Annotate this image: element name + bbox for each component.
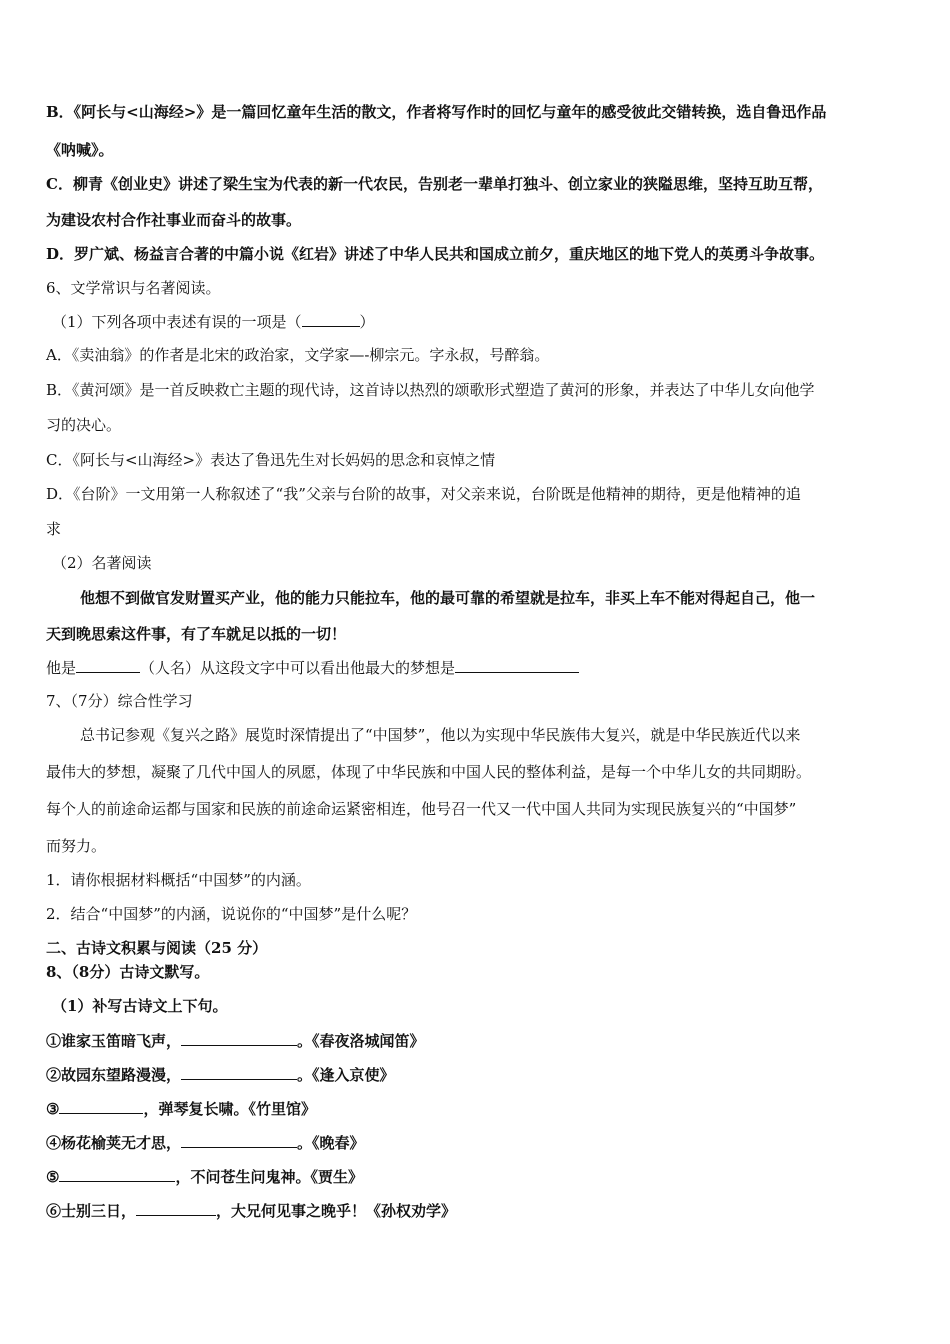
q8-line4-suffix: 。《晚春》 — [297, 1134, 365, 1152]
q8-line2-blank[interactable] — [181, 1064, 297, 1080]
q8-line5-prefix: ⑤ — [46, 1168, 60, 1186]
q6-option-d-line2: 求 — [46, 520, 62, 538]
q7-question1: 1．请你根据材料概括“中国梦”的内涵。 — [46, 871, 311, 889]
q6-option-a: A．《卖油翁》的作者是北宋的政治家，文学家—-柳宗元。字永叔，号醉翁。 — [46, 346, 550, 364]
q6-title: 6、文学常识与名著阅读。 — [46, 279, 221, 297]
q8-line4-blank[interactable] — [181, 1132, 297, 1148]
q8-line2-suffix: 。《逢入京使》 — [297, 1066, 395, 1084]
q6-name-blank[interactable] — [76, 657, 140, 673]
q8-line5-blank[interactable] — [59, 1166, 175, 1182]
q6-part1-prompt-text: （1）下列各项中表述有误的一项是（ — [52, 313, 302, 331]
q6-answer-line — [46, 657, 910, 678]
q8-line1-suffix: 。《春夜洛城闻笛》 — [297, 1032, 425, 1050]
q8-line2-prefix: ②故园东望路漫漫， — [46, 1066, 182, 1084]
q6-passage-line1: 他想不到做官发财置买产业，他的能力只能拉车，他的最可靠的希望就是拉车，非买上车不能对得起自己，他一 — [80, 589, 816, 607]
q6-part1-prompt-close: ） — [359, 313, 375, 331]
q6-option-b-line2: 习的决心。 — [46, 416, 122, 434]
q6-part2-title: （2）名著阅读 — [52, 554, 152, 572]
q8-line3-blank[interactable] — [59, 1098, 143, 1114]
q8-line6-suffix: ，大兄何见事之晚乎！《孙权劝学》 — [216, 1202, 457, 1220]
q8-line6-blank[interactable] — [136, 1200, 216, 1216]
q7-material-line1: 总书记参观《复兴之路》展览时深情提出了“中国梦”，他以为实现中华民族伟大复兴，就是中华民族近代以来 — [80, 726, 801, 744]
q8-line1-prefix: ①谁家玉笛暗飞声， — [46, 1032, 182, 1050]
section2-title: 二、古诗文积累与阅读（25 分） — [46, 939, 268, 957]
q8-line1 — [46, 1030, 910, 1051]
q5-option-b-line2: 《呐喊》。 — [46, 141, 114, 159]
q5-option-c-line2: 为建设农村合作社事业而奋斗的故事。 — [46, 211, 302, 229]
q7-question2: 2．结合“中国梦”的内涵，说说你的“中国梦”是什么呢？ — [46, 905, 417, 923]
q8-line6 — [46, 1200, 910, 1221]
q8-line1-blank[interactable] — [181, 1030, 297, 1046]
q6-option-c: C．《阿长与<山海经>》表达了鲁迅先生对长妈妈的思念和哀悼之情 — [46, 451, 496, 469]
q8-title: 8、（8分）古诗文默写。 — [46, 963, 210, 981]
q6-dream-blank[interactable] — [455, 657, 579, 673]
q6-option-d-line1: D．《台阶》一文用第一人称叙述了“我”父亲与台阶的故事，对父亲来说，台阶既是他精神的期待，更是他精神的追 — [46, 485, 801, 503]
q8-line3 — [46, 1098, 910, 1119]
q6-passage-line2: 天到晚思索这件事，有了车就足以抵的一切！ — [46, 625, 347, 643]
q7-material-line2: 最伟大的梦想，凝聚了几代中国人的夙愿，体现了中华民族和中国人民的整体利益，是每一个中华儿女的共同期盼。 — [46, 763, 812, 781]
q6-answer-prefix: 他是 — [46, 659, 77, 677]
q7-material-line4: 而努力。 — [46, 837, 107, 855]
q6-answer-middle: （人名）从这段文字中可以看出他最大的梦想是 — [140, 659, 456, 677]
q6-part1-answer-blank[interactable] — [302, 311, 360, 327]
q5-option-c-line1: C．柳青《创业史》讲述了梁生宝为代表的新一代农民，告别老一辈单打独斗、创立家业的狭隘思维，坚持互助互帮， — [46, 175, 823, 193]
q8-line4 — [46, 1132, 910, 1153]
q8-line3-prefix: ③ — [46, 1100, 60, 1118]
q8-line4-prefix: ④杨花榆荚无才思， — [46, 1134, 182, 1152]
q8-part1: （1）补写古诗文上下句。 — [52, 997, 228, 1015]
q8-line5 — [46, 1166, 910, 1187]
q5-option-d-line1: D．罗广斌、杨益言合著的中篇小说《红岩》讲述了中华人民共和国成立前夕，重庆地区的地下党人的英勇斗争故事。 — [46, 245, 825, 263]
q5-option-b-line1: B．《阿长与<山海经>》是一篇回忆童年生活的散文，作者将写作时的回忆与童年的感受彼此交错转换，选自鲁迅作品 — [46, 103, 827, 121]
q7-title: 7、（7分）综合性学习 — [46, 692, 193, 710]
q8-line2 — [46, 1064, 910, 1085]
q6-option-b-line1: B．《黄河颂》是一首反映救亡主题的现代诗，这首诗以热烈的颂歌形式塑造了黄河的形象，并表达了中华儿女向他学 — [46, 381, 815, 399]
q8-line5-suffix: ，不问苍生问鬼神。《贾生》 — [175, 1168, 363, 1186]
q7-material-line3: 每个人的前途命运都与国家和民族的前途命运紧密相连，他号召一代又一代中国人共同为实现民族复兴的“中国梦” — [46, 800, 797, 818]
q8-line6-prefix: ⑥士别三日， — [46, 1202, 137, 1220]
q6-part1-prompt — [52, 311, 910, 332]
q8-line3-suffix: ，弹琴复长啸。《竹里馆》 — [143, 1100, 316, 1118]
